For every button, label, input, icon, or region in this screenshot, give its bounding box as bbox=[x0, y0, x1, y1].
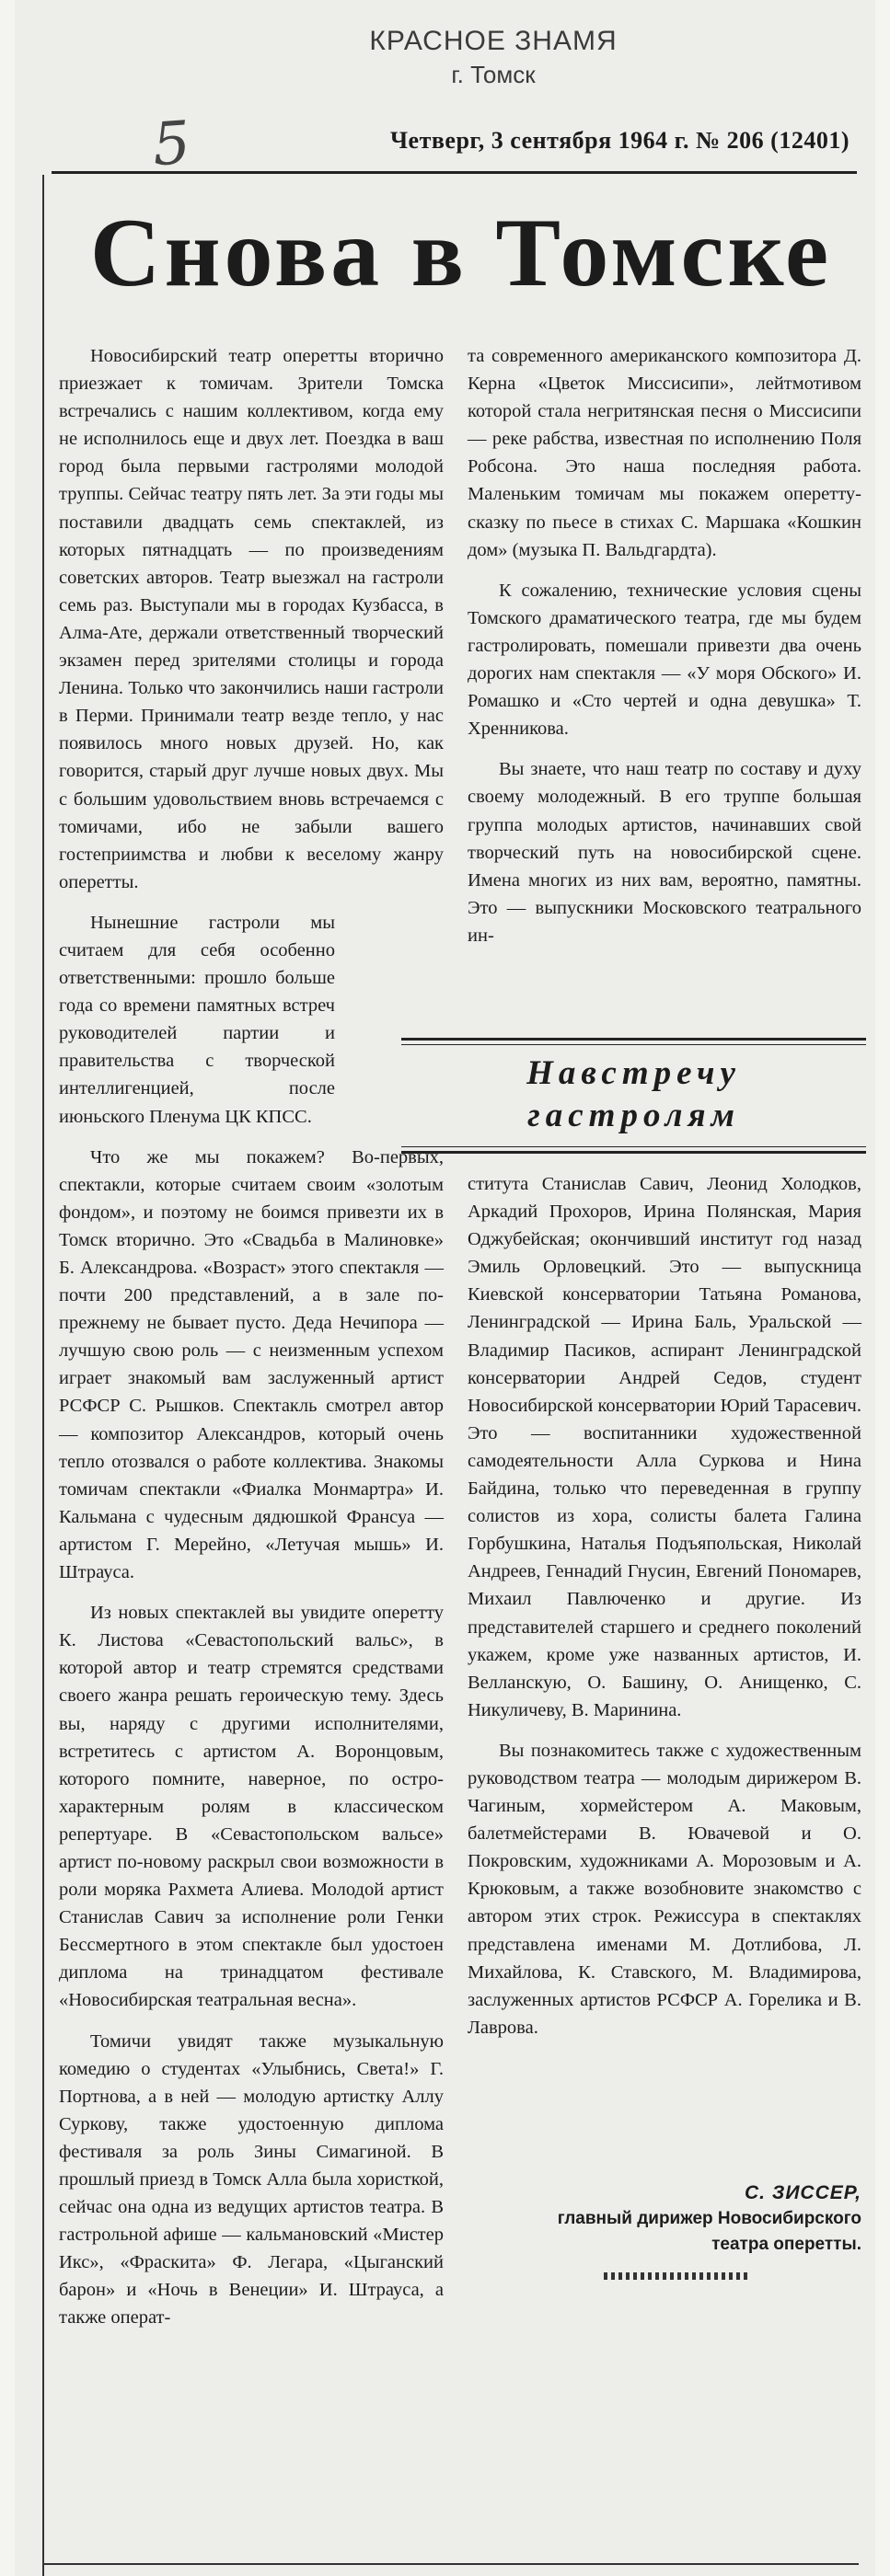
paragraph: Что же мы покажем? Во-первых, спектакли, которые считаем своим «золотым фондом», и поэтому не боимся привезти их в Томск вторично. Это «Свадьба в Малиновке» Б. Александрова. «Возраст» этого спектакля — почти 200 представлений, а в зале по-прежнему не бывает пусто. Деда Нечипора — лучшую свою роль — с неизменным успехом играет знакомый вам заслуженный артист РСФСР С. Рышков. Спектакль смотрел автор — композитор Александров, который очень тепло отозвался о работе коллектива. Знакомы томичам спектакли «Фиалка Монмартра» И. Кальмана с чудесным дядюшкой Франсуа — артистом Г. Мерейно, «Летучая мышь» И. Штрауса. bbox=[59, 1146, 444, 1583]
paragraph: та современного американского композитора Д. Керна «Цветок Миссисипи», лейтмотивом которой стала негритянская песня о Миссисипи — реке рабства, известная по исполнению Поля Робсона. Это наша последняя работа. Маленьким томичам мы покажем оперетту-сказку по пьесе в стихах С. Маршака «Кошкин дом» (музыка П. Вальдгардта). bbox=[468, 346, 861, 560]
left-border-rule bbox=[42, 175, 44, 2576]
rubric-rule bbox=[401, 1044, 866, 1045]
newspaper-stamp bbox=[337, 26, 650, 89]
end-ornament bbox=[604, 2272, 751, 2280]
header-rule bbox=[52, 171, 857, 174]
author-role: главный дирижер Новосибирского театра оперетты. bbox=[557, 2209, 861, 2254]
newspaper-clipping bbox=[15, 0, 875, 2576]
rubric-rule bbox=[401, 1146, 866, 1147]
article-headline: Снова в Томске bbox=[89, 199, 833, 306]
paragraph: Вы познакомитесь также с художественным руководством театра — молодым дирижером В. Чагиным, хормейстером А. Маковым, балетмейстерами В. Ювачевой и О. Покровским, художниками А. Морозовым и А. Крюковым, а также возобновите знакомство с автором этих строк. Режиссура в спектаклях представлена именами М. Дотлибова, Л. Михайлова, К. Ставского, М. Владимирова, заслуженных артистов РСФСР А. Горелика и В. Лаврова. bbox=[468, 1740, 861, 2038]
rubric-title bbox=[401, 1052, 866, 1137]
rubric-rule bbox=[401, 1151, 866, 1154]
paragraph: ститута Станислав Савич, Леонид Холодков, Аркадий Прохоров, Ирина Полянская, Мария Оджубейская; окончивший институт год назад Эмиль Орловецкий. Это — выпускница Киевской консерватории Татьяна Романова, Ленинградской — Ирина Баль, Уральской — Владимир Пасиков, аспирант Ленинградской консерватории Андрей Седов, студент Новосибирской консерватории Юрий Тарасевич. Это — воспитанники художественной самодеятельности Алла Суркова и Нина Байдина, только что переведенная в группу солистов из хора, солисты балета Галина Горбушкина, Наталья Подъяпольская, Николай Андреев, Геннадий Гнусин, Евгений Пономарев, Михаил Павлюченко и другие. Из представителей старшего и среднего поколений укажем, кроме уже названных артистов, И. Велланскую, О. Башину, О. Анищенко, С. Никуличеву, В. Маринина. bbox=[468, 1174, 861, 1720]
rubric-line: Навстречу bbox=[526, 1054, 741, 1092]
author-signature bbox=[503, 2182, 861, 2258]
bottom-rule bbox=[44, 2563, 859, 2565]
paragraph: Новосибирский театр оперетты вторично приезжает к томичам. Зрители Томска встречались с нашим коллективом, когда ему не исполнилось еще и двух лет. Поездка в ваш город была первыми гастролями молодой труппы. Сейчас театру пять лет. За эти годы мы поставили двадцать семь спектаклей, из которых пятнадцать — по произведениям советских авторов. Театр выезжал на гастроли семь раз. Выступали мы в городах Кузбасса, в Алма-Ате, держали ответственный творческий экзамен перед зрителями столицы и города Ленина. Только что закончились наши гастроли в Перми. Принимали театр везде тепло, у нас появилось много новых друзей. Но, как говорится, старый друг лучше новых двух. Мы с большим удовольствием вновь встречаемся с томичами, ибо не забыли вашего гостеприимства и любви к веселому жанру оперетты. bbox=[59, 346, 444, 892]
issue-dateline: Четверг, 3 сентября 1964 г. № 206 (12401) bbox=[389, 127, 850, 154]
article-column-1 bbox=[59, 342, 444, 2332]
paragraph: Вы знаете, что наш театр по составу и духу своему молодежный. В его труппе большая группа молодых артистов, начинавших свой творческий путь на новосибирской сцене. Имена многих из них вам, вероятно, памятны. Это — выпускники Московского театрального ин- bbox=[468, 759, 861, 946]
rubric-rule bbox=[401, 1038, 866, 1041]
rubric-line: гастролям bbox=[527, 1097, 740, 1134]
author-name: С. ЗИССЕР, bbox=[745, 2182, 861, 2203]
article-column-3 bbox=[468, 1170, 861, 2041]
city-name: г. Томск bbox=[451, 61, 536, 88]
handwritten-mark: 5 bbox=[150, 109, 193, 180]
paragraph: К сожалению, технические условия сцены Томского драматического театра, где мы будем гастролировать, помешали привезти два очень дорогих нам спектакля — «У моря Обского» И. Ромашко и «Сто чертей и одна девушка» Т. Хренникова. bbox=[468, 580, 861, 740]
paper-name: КРАСНОЕ ЗНАМЯ bbox=[369, 26, 618, 56]
paragraph: Из новых спектаклей вы увидите оперетту К. Листова «Севастопольский вальс», в которой автор и театр стремятся средствами своего жанра решать героическую тему. Здесь вы, наряду с другими исполнителями, встретитесь с артистом А. Воронцовым, которого помните, наверное, по остро-характерным ролям в классическом репертуаре. В «Севастопольском вальсе» артист по-новому раскрыл свои возможности в роли моряка Рахмета Алиева. Молодой артист Станислав Савич за исполнение роли Генки Бессмертного в этом спектакле был удостоен диплома на тринадцатом фестивале «Новосибирская театральная весна». bbox=[59, 1603, 444, 2011]
rubric-banner bbox=[401, 1038, 866, 1154]
paragraph: Нынешние гастроли мы считаем для себя особенно ответственными: прошло больше года со времени памятных встреч руководителей партии и правительства с творческой интеллигенцией, после июньского Пленума ЦК КПСС. bbox=[59, 912, 335, 1127]
article-column-2 bbox=[468, 342, 861, 949]
paragraph: Томичи увидят также музыкальную комедию о студентах «Улыбнись, Света!» Г. Портнова, а в ней — молодую артистку Аллу Суркову, также удостоенную диплома фестиваля за роль Зины Симагиной. В прошлый приезд в Томск Алла была хористкой, сейчас она одна из ведущих артистов театра. В гастрольной афише — кальмановский «Мистер Икс», «Фраскита» Ф. Легара, «Цыганский барон» и «Ночь в Венеции» И. Штрауса, а также операт- bbox=[59, 2030, 444, 2329]
